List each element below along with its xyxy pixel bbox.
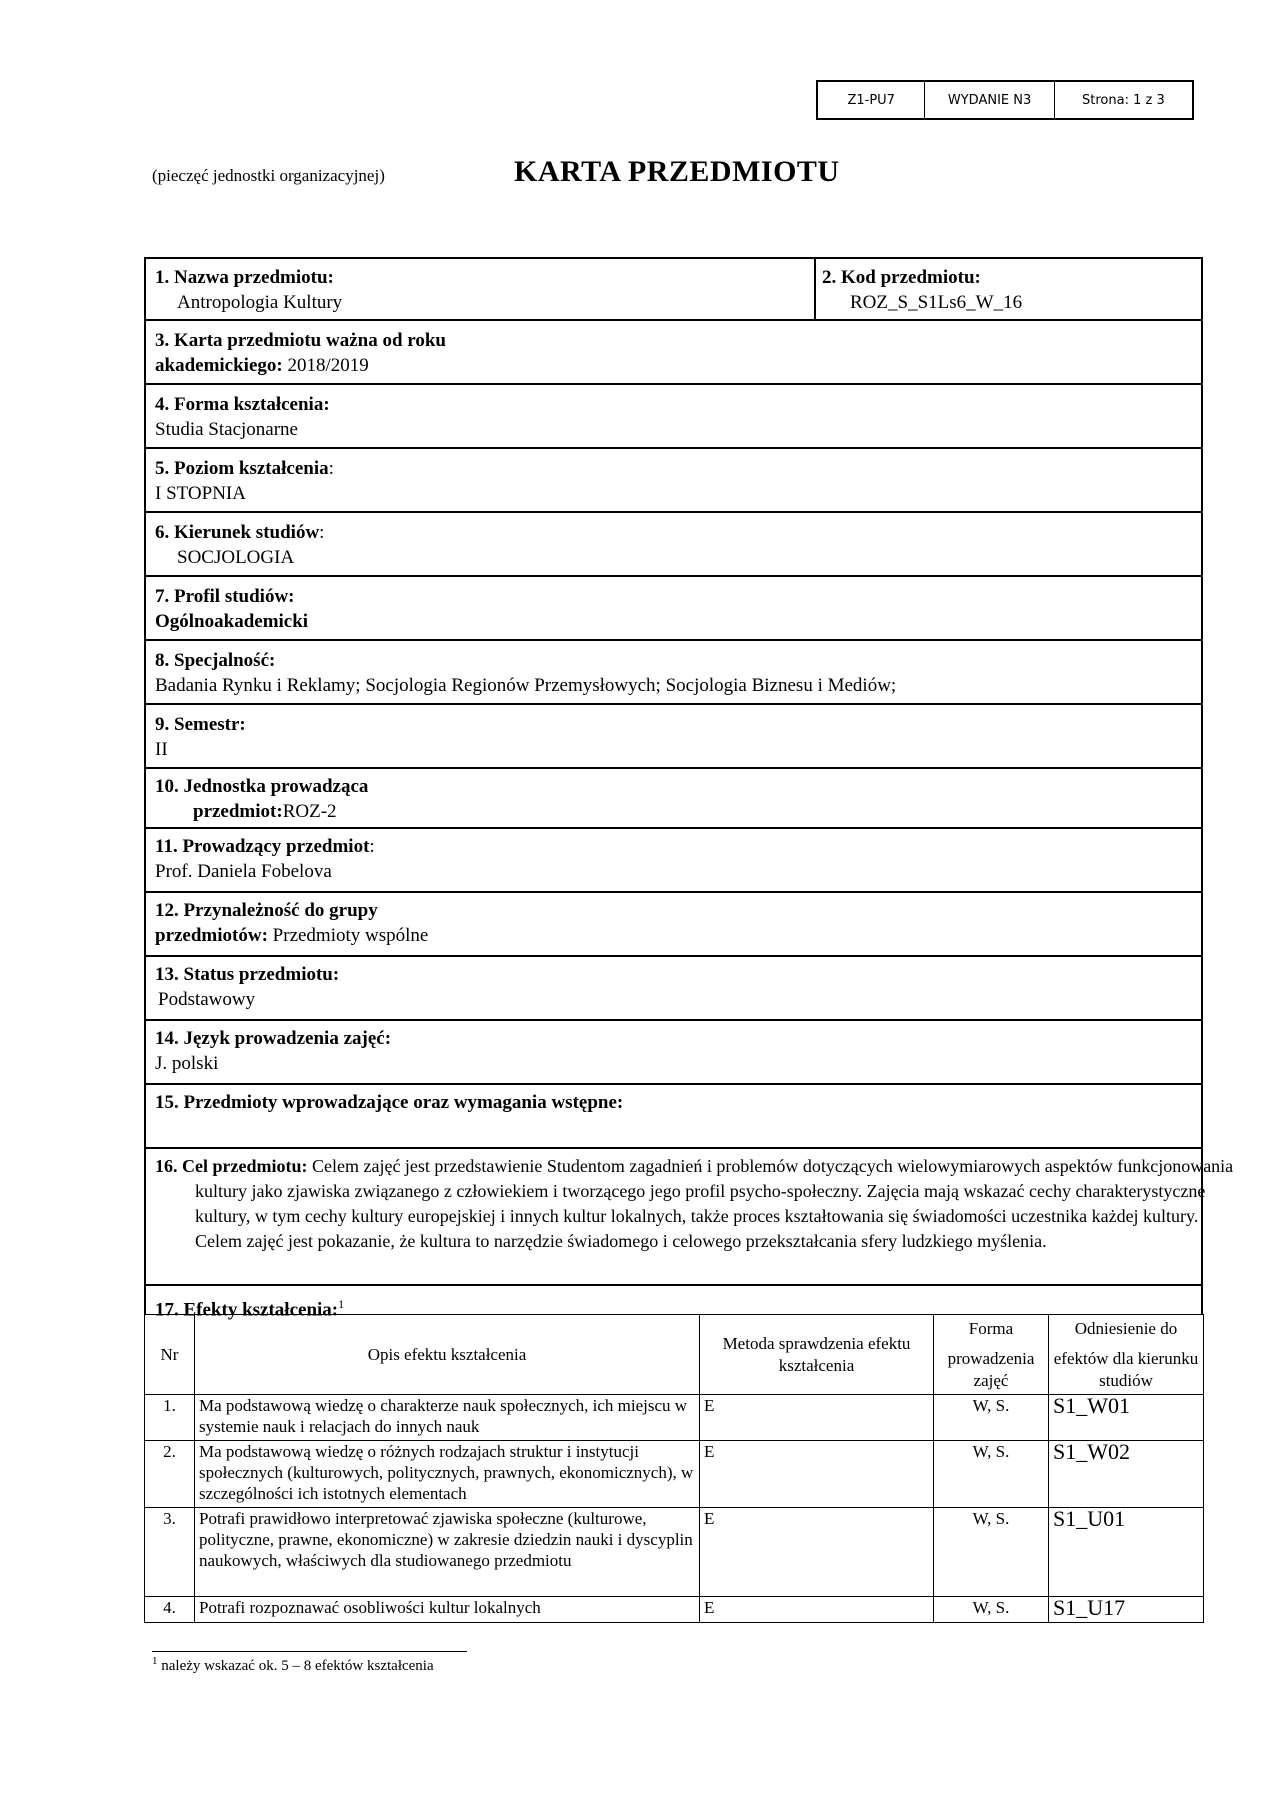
row-reference: S1_W02: [1049, 1441, 1204, 1508]
field-5-label: 5. Poziom kształcenia: [155, 458, 329, 479]
field-2-value: ROZ_S_S1Ls6_W_16: [850, 292, 1023, 313]
field-2: [822, 265, 1022, 315]
row-field-4: [146, 383, 1201, 447]
field-12-value: Przedmioty wspólne: [272, 925, 429, 946]
row-description: Ma podstawową wiedzę o różnych rodzajach struktur i instytucji społecznych (kulturowych, politycznych, prawnych, ekonomicznych), w szczególności ich istotnych elementach: [195, 1441, 700, 1508]
field-1: [155, 265, 342, 315]
doc-code: Z1-PU7: [818, 82, 925, 118]
row-field-6: 6. Kierunek studiów: SOCJOLOGIA: [146, 511, 1201, 575]
row-nr: 3.: [145, 1508, 195, 1597]
effects-header-row: [145, 1315, 1204, 1395]
field-1-value: Antropologia Kultury: [177, 292, 343, 313]
field-6-label: 6. Kierunek studiów: [155, 522, 320, 543]
field-9-label: 9. Semestr:: [155, 714, 246, 735]
row-form: W, S.: [934, 1508, 1049, 1597]
header-description: Opis efektu kształcenia: [195, 1315, 700, 1395]
field-5-value: I STOPNIA: [155, 483, 246, 504]
field-11-value: Prof. Daniela Fobelova: [155, 861, 332, 882]
field-13-value: Podstawowy: [158, 989, 256, 1010]
table-row: [145, 1395, 1204, 1441]
field-10-label-cont: przedmiot:: [193, 801, 283, 822]
table-row: [145, 1597, 1204, 1623]
footnote: [152, 1655, 434, 1675]
row-field-13: [146, 955, 1201, 1019]
row-description: Ma podstawową wiedzę o charakterze nauk społecznych, ich miejscu w systemie nauk i relacjach do innych nauk: [195, 1395, 700, 1441]
field-8-label: 8. Specjalność:: [155, 650, 276, 671]
header-form: [934, 1315, 1049, 1395]
field-14-label: 14. Język prowadzenia zajęć:: [155, 1028, 392, 1049]
row-nr: 1.: [145, 1395, 195, 1441]
row-field-16: [146, 1147, 1234, 1284]
effects-table: [144, 1314, 1204, 1623]
field-2-label: 2. Kod przedmiotu:: [822, 267, 981, 288]
row-field-5: 5. Poziom kształcenia: I STOPNIA: [146, 447, 1201, 511]
row-method: E: [700, 1597, 934, 1623]
field-16: [155, 1154, 1235, 1254]
row-nr: 4.: [145, 1597, 195, 1623]
header-nr: Nr: [145, 1315, 195, 1395]
field-14-value: J. polski: [155, 1053, 219, 1074]
row-field-10: [146, 767, 1201, 827]
header-reference-line2: efektów dla kierunku studiów: [1053, 1348, 1199, 1390]
field-12-label-cont: przedmiotów:: [155, 925, 268, 946]
table-row: [145, 1508, 1204, 1597]
field-1-label: 1. Nazwa przedmiotu:: [155, 267, 334, 288]
field-10-label: 10. Jednostka prowadząca: [155, 776, 369, 797]
row-reference: S1_U17: [1049, 1597, 1204, 1623]
row-method: E: [700, 1441, 934, 1508]
field-16-label: 16. Cel przedmiotu:: [155, 1156, 308, 1176]
row-form: W, S.: [934, 1395, 1049, 1441]
field-8-value: Badania Rynku i Reklamy; Socjologia Regionów Przemysłowych; Socjologia Biznesu i Mediów;: [155, 675, 897, 696]
row-name-code: [146, 259, 1201, 319]
header-method: Metoda sprawdzenia efektu kształcenia: [700, 1315, 934, 1395]
field-3-label-cont: akademickiego:: [155, 355, 283, 376]
field-16-text: Celem zajęć jest przedstawienie Studentom zagadnień i problemów dotyczących wielowymiarowych aspektów funkcjonowania kultury jako zjawiska związanego z człowiekiem i tworzącego jego profil psycho-społeczny. Zajęcia mają wskazać cechy charakterystyczne kultury, w tym cechy kultury europejskiej i innych kultur lokalnych, także proces kształtowania się świadomości uczestnika każdej kultury. Celem zajęć jest pokazanie, że kultura to narzędzie świadomego i celowego przekształcania sfery ludzkiego myślenia.: [195, 1156, 1234, 1251]
header-reference: [1049, 1315, 1204, 1395]
header-reference-line1: Odniesienie do: [1074, 1318, 1178, 1338]
field-7-value: Ogólnoakademicki: [155, 611, 309, 632]
document-header-box: [816, 80, 1194, 120]
field-13-label: 13. Status przedmiotu:: [155, 964, 340, 985]
course-form: [144, 257, 1234, 1321]
row-form: W, S.: [934, 1597, 1049, 1623]
row-method: E: [700, 1508, 934, 1597]
row-field-8: [146, 639, 1201, 703]
row-description: Potrafi prawidłowo interpretować zjawiska społeczne (kulturowe, polityczne, prawne, ekonomiczne) w zakresie dziedzin nauki i dyscyplin naukowych, właściwych dla studiowanego przedmiotu: [195, 1508, 700, 1597]
field-6-value: SOCJOLOGIA: [177, 547, 295, 568]
row-field-15: [146, 1083, 1201, 1147]
field-11-label: 11. Prowadzący przedmiot: [155, 836, 370, 857]
footnote-mark: 1: [152, 1655, 158, 1667]
row-field-7: [146, 575, 1201, 639]
field-7-label: 7. Profil studiów:: [155, 586, 295, 607]
row-method: E: [700, 1395, 934, 1441]
row-form: W, S.: [934, 1441, 1049, 1508]
column-divider: [814, 259, 816, 319]
row-field-11: 11. Prowadzący przedmiot: Prof. Daniela Fobelova: [146, 827, 1201, 891]
header-form-line2: prowadzenia zajęć: [947, 1348, 1035, 1390]
row-reference: S1_U01: [1049, 1508, 1204, 1597]
field-3-value: 2018/2019: [287, 355, 369, 376]
field-15-label: 15. Przedmioty wprowadzające oraz wymagania wstępne:: [155, 1092, 624, 1113]
row-nr: 2.: [145, 1441, 195, 1508]
page-title: KARTA PRZEDMIOTU: [514, 155, 840, 188]
page-number: Strona: 1 z 3: [1082, 92, 1165, 108]
field-3-label: 3. Karta przedmiotu ważna od roku: [155, 330, 446, 351]
field-12-label: 12. Przynależność do grupy: [155, 900, 378, 921]
footnote-text: należy wskazać ok. 5 – 8 efektów kształcenia: [161, 1658, 434, 1674]
field-17-footnote-ref: 1: [338, 1297, 345, 1311]
row-field-3: [146, 319, 1201, 383]
table-row: [145, 1441, 1204, 1508]
footnote-divider: [152, 1651, 467, 1652]
row-field-17: [146, 1284, 1201, 1321]
header-form-line1: Forma: [968, 1318, 1014, 1338]
row-description: Potrafi rozpoznawać osobliwości kultur lokalnych: [195, 1597, 700, 1623]
row-field-12: [146, 891, 1201, 955]
field-17-label: 17. Efekty kształcenia:: [155, 1299, 339, 1321]
field-4-value: Studia Stacjonarne: [155, 419, 298, 440]
row-field-9: [146, 703, 1201, 767]
field-9-value: II: [155, 739, 168, 760]
stamp-label: (pieczęć jednostki organizacyjnej): [152, 166, 385, 185]
edition: WYDANIE N3: [925, 82, 1054, 118]
row-field-14: [146, 1019, 1201, 1083]
row-reference: S1_W01: [1049, 1395, 1204, 1441]
field-4-label: 4. Forma kształcenia:: [155, 394, 330, 415]
field-10-value: ROZ-2: [282, 801, 337, 822]
